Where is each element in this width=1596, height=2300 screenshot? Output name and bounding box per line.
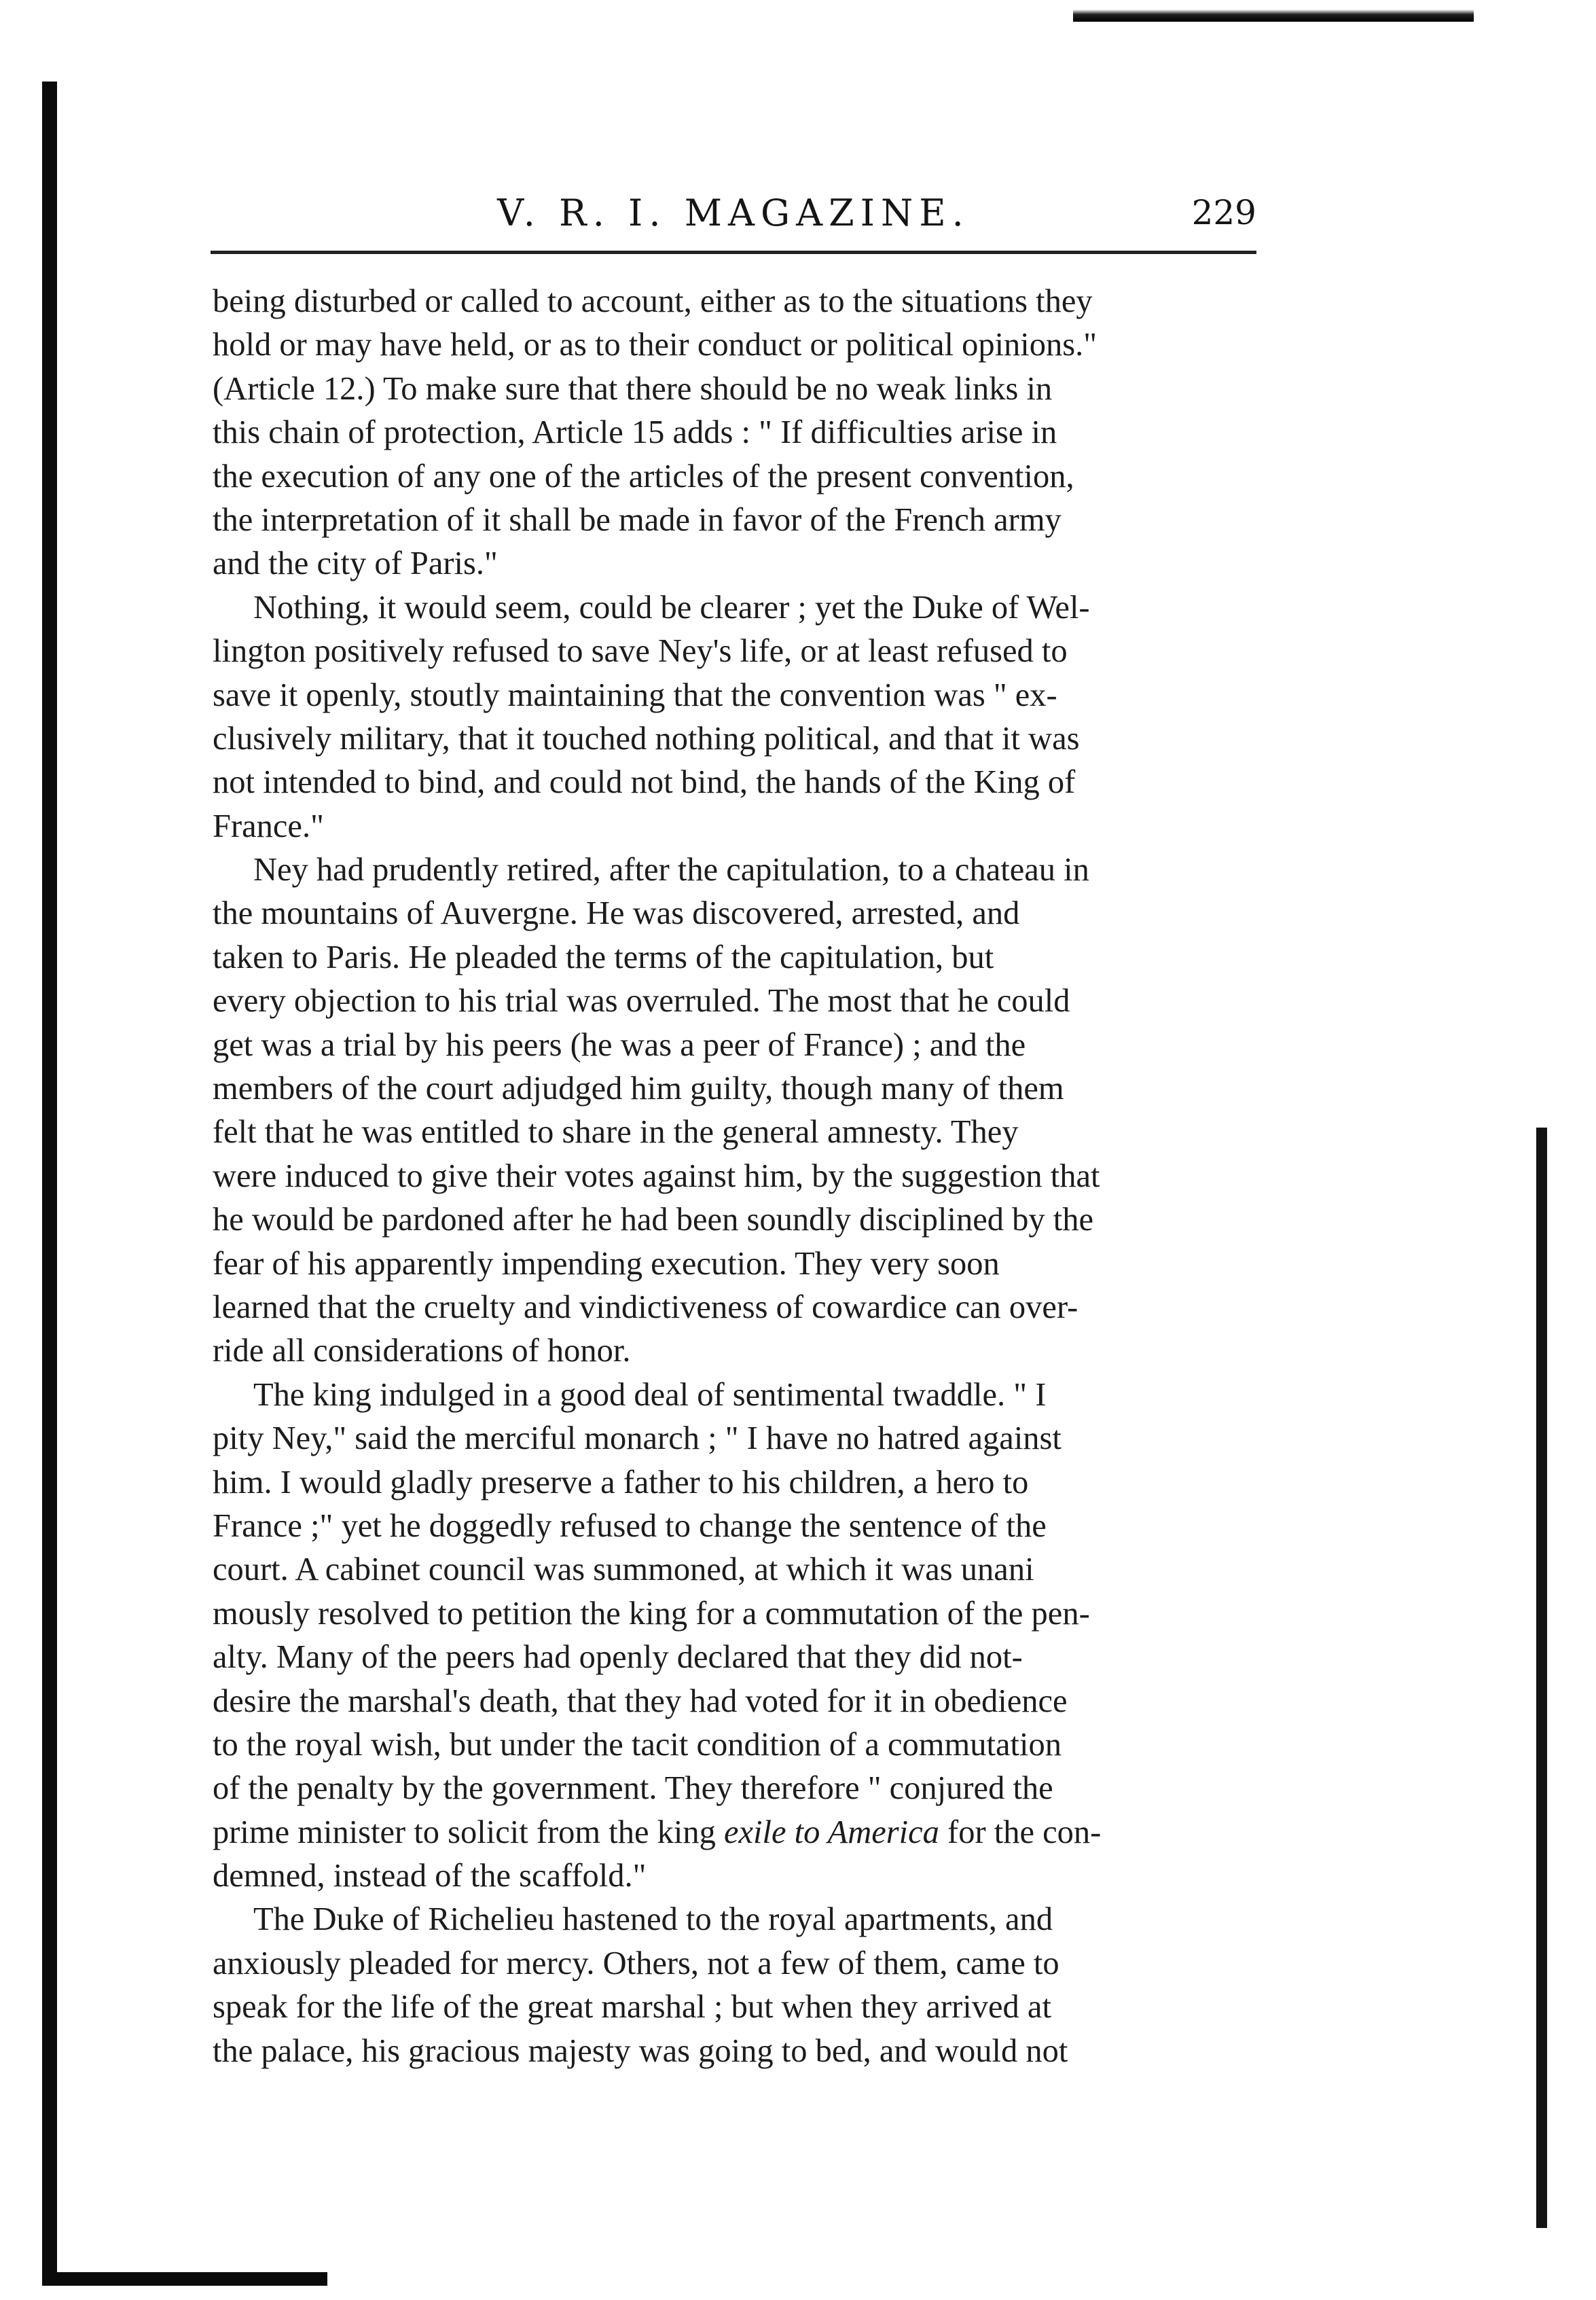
text-line: to the royal wish, but under the tacit condition of a commutation	[213, 1726, 1062, 1763]
text-line: were induced to give their votes against him, by the suggestion that	[213, 1157, 1100, 1194]
text-line: the palace, his gracious majesty was going to bed, and would not	[213, 2032, 1068, 2069]
text-line: this chain of protection, Article 15 adds : " If difficulties arise in	[213, 414, 1057, 451]
text-line: fear of his apparently impending execution. They very soon	[213, 1245, 1000, 1282]
page-number: 229	[1191, 193, 1256, 232]
text-line: get was a trial by his peers (he was a peer of France) ; and the	[213, 1026, 1026, 1063]
paragraph-start-line: Nothing, it would seem, could be clearer ; yet the Duke of Wel-	[253, 589, 1090, 626]
scan-edge-top	[1073, 10, 1474, 22]
text-line: not intended to bind, and could not bind, the hands of the King of	[213, 764, 1076, 801]
text-fragment: for the con-	[939, 1814, 1102, 1850]
text-line: demned, instead of the scaffold."	[213, 1858, 647, 1894]
text-line: lington positively refused to save Ney's life, or at least refused to	[213, 633, 1068, 670]
page-header	[211, 192, 1256, 246]
italic-phrase: exile to America	[723, 1814, 939, 1850]
scan-edge-left	[42, 82, 57, 2282]
text-line: pity Ney," said the merciful monarch ; " I have no hatred against	[213, 1420, 1062, 1457]
text-line: every objection to his trial was overruled. The most that he could	[213, 983, 1070, 1020]
text-line-with-italic	[213, 1811, 1258, 1854]
text-line: ride all considerations of honor.	[213, 1333, 631, 1369]
text-line: members of the court adjudged him guilty, though many of them	[213, 1071, 1064, 1107]
scan-edge-right	[1536, 1128, 1547, 2228]
article-text	[213, 280, 1258, 2073]
text-line: and the city of Paris."	[213, 545, 498, 582]
text-line: France ;" yet he doggedly refused to change the sentence of the	[213, 1507, 1047, 1544]
text-line: the execution of any one of the articles of the present convention,	[213, 458, 1074, 495]
text-line: hold or may have held, or as to their conduct or political opinions."	[213, 327, 1098, 363]
text-line: France."	[213, 808, 324, 844]
text-line: him. I would gladly preserve a father to his children, a hero to	[213, 1464, 1029, 1501]
text-line: he would be pardoned after he had been soundly disciplined by the	[213, 1202, 1093, 1238]
text-line: the mountains of Auvergne. He was discovered, arrested, and	[213, 895, 1020, 932]
text-line: speak for the life of the great marshal ; but when they arrived at	[213, 1989, 1051, 2026]
text-line: save it openly, stoutly maintaining that the convention was " ex-	[213, 677, 1057, 713]
scan-edge-bottom	[42, 2272, 327, 2286]
running-title: V. R. I. MAGAZINE.	[497, 192, 970, 234]
text-line: alty. Many of the peers had openly declared that they did not-	[213, 1639, 1023, 1676]
paragraph-start-line: The Duke of Richelieu hastened to the royal apartments, and	[253, 1901, 1053, 1938]
text-line: taken to Paris. He pleaded the terms of the capitulation, but	[213, 939, 994, 975]
text-line: of the penalty by the government. They therefore " conjured the	[213, 1770, 1053, 1807]
text-fragment: prime minister to solicit from the king	[213, 1814, 724, 1850]
text-line: learned that the cruelty and vindictiveness of cowardice can over-	[213, 1289, 1078, 1325]
text-line: felt that he was entitled to share in the general amnesty. They	[213, 1114, 1019, 1151]
text-line: anxiously pleaded for mercy. Others, not a few of them, came to	[213, 1945, 1059, 1981]
paragraph-start-line: The king indulged in a good deal of sentimental twaddle. " I	[253, 1376, 1047, 1413]
text-line: (Article 12.) To make sure that there should be no weak links in	[213, 370, 1053, 407]
paragraph-start-line: Ney had prudently retired, after the capitulation, to a chateau in	[253, 852, 1089, 888]
text-line: clusively military, that it touched nothing political, and that it was	[213, 720, 1080, 757]
text-line: mously resolved to petition the king for a commutation of the pen-	[213, 1595, 1090, 1632]
text-line: desire the marshal's death, that they had voted for it in obedience	[213, 1683, 1068, 1719]
header-rule	[211, 251, 1256, 254]
text-line: being disturbed or called to account, either as to the situations they	[213, 283, 1093, 319]
text-line: court. A cabinet council was summoned, at which it was unani	[213, 1551, 1034, 1588]
text-line: the interpretation of it shall be made in favor of the French army	[213, 501, 1062, 538]
